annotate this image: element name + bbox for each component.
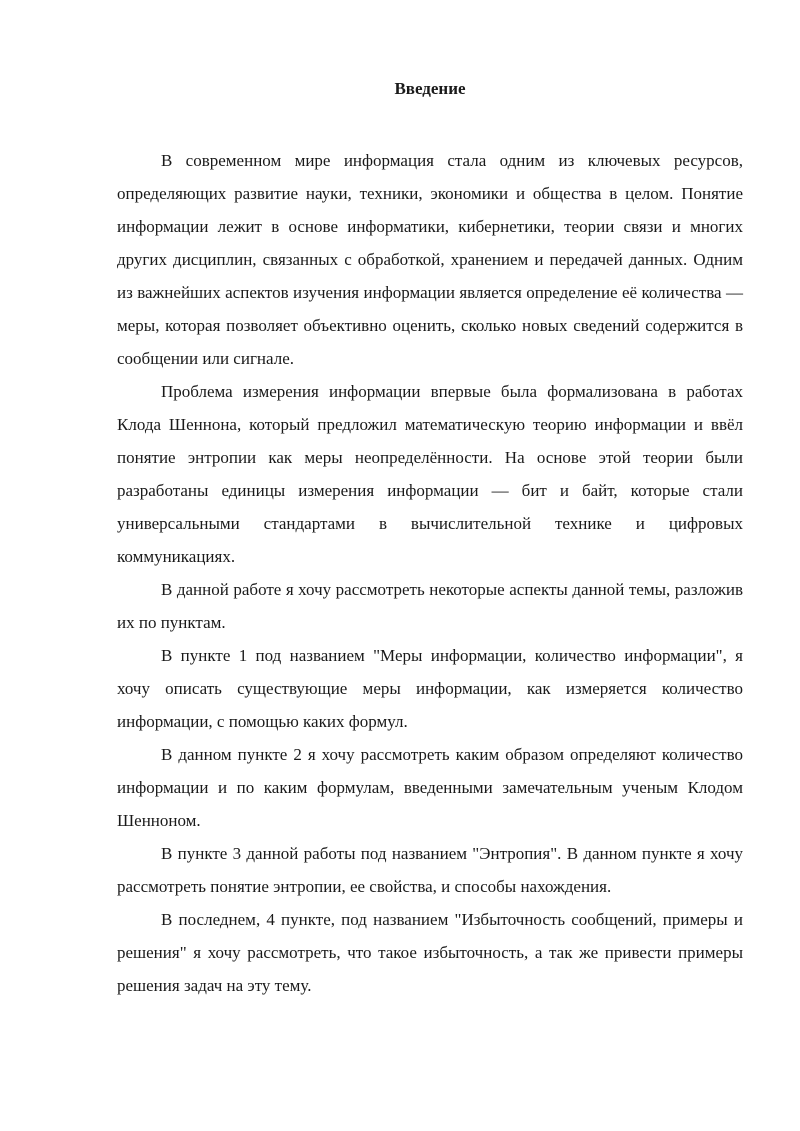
paragraph-aspects: В данной работе я хочу рассмотреть некоторые аспекты данной темы, разложив их по пунктам.: [117, 580, 743, 632]
page-title: Введение: [394, 79, 466, 98]
paragraph-intro: В современном мире информация стала одним из ключевых ресурсов, определяющих развитие науки, техники, экономики и общества в целом. Понятие информации лежит в основе информатики, кибернетики, теории связи и многих других дисциплин, связанных с обработкой, хранением и передачей данных. Одним из важнейших аспектов изучения информации является определение её количества — меры, которая позволяет объективно оценить, сколько новых сведений содержится в сообщении или сигнале.: [117, 151, 743, 368]
paragraph-point-1: В пункте 1 под названием "Меры информации, количество информации", я хочу описать существующие меры информации, как измеряется количество информации, с помощью каких формул.: [117, 646, 743, 731]
paragraph-point-2: В данном пункте 2 я хочу рассмотреть каким образом определяют количество информации и по каким формулам, введенными замечательным ученым Клодом Шенноном.: [117, 745, 743, 830]
paragraph-point-4: В последнем, 4 пункте, под названием "Избыточность сообщений, примеры и решения" я хочу рассмотреть, что такое избыточность, а так же привести примеры решения задач на эту тему.: [117, 910, 743, 995]
paragraph-point-3: В пункте 3 данной работы под названием "Энтропия". В данном пункте я хочу рассмотреть понятие энтропии, ее свойства, и способы нахождения.: [117, 844, 743, 896]
paragraph-shannon: Проблема измерения информации впервые была формализована в работах Клода Шеннона, который предложил математическую теорию информации и ввёл понятие энтропии как меры неопределённости. На основе этой теории были разработаны единицы измерения информации — бит и байт, которые стали универсальными стандартами в вычислительной технике и цифровых коммуникациях.: [117, 382, 743, 566]
